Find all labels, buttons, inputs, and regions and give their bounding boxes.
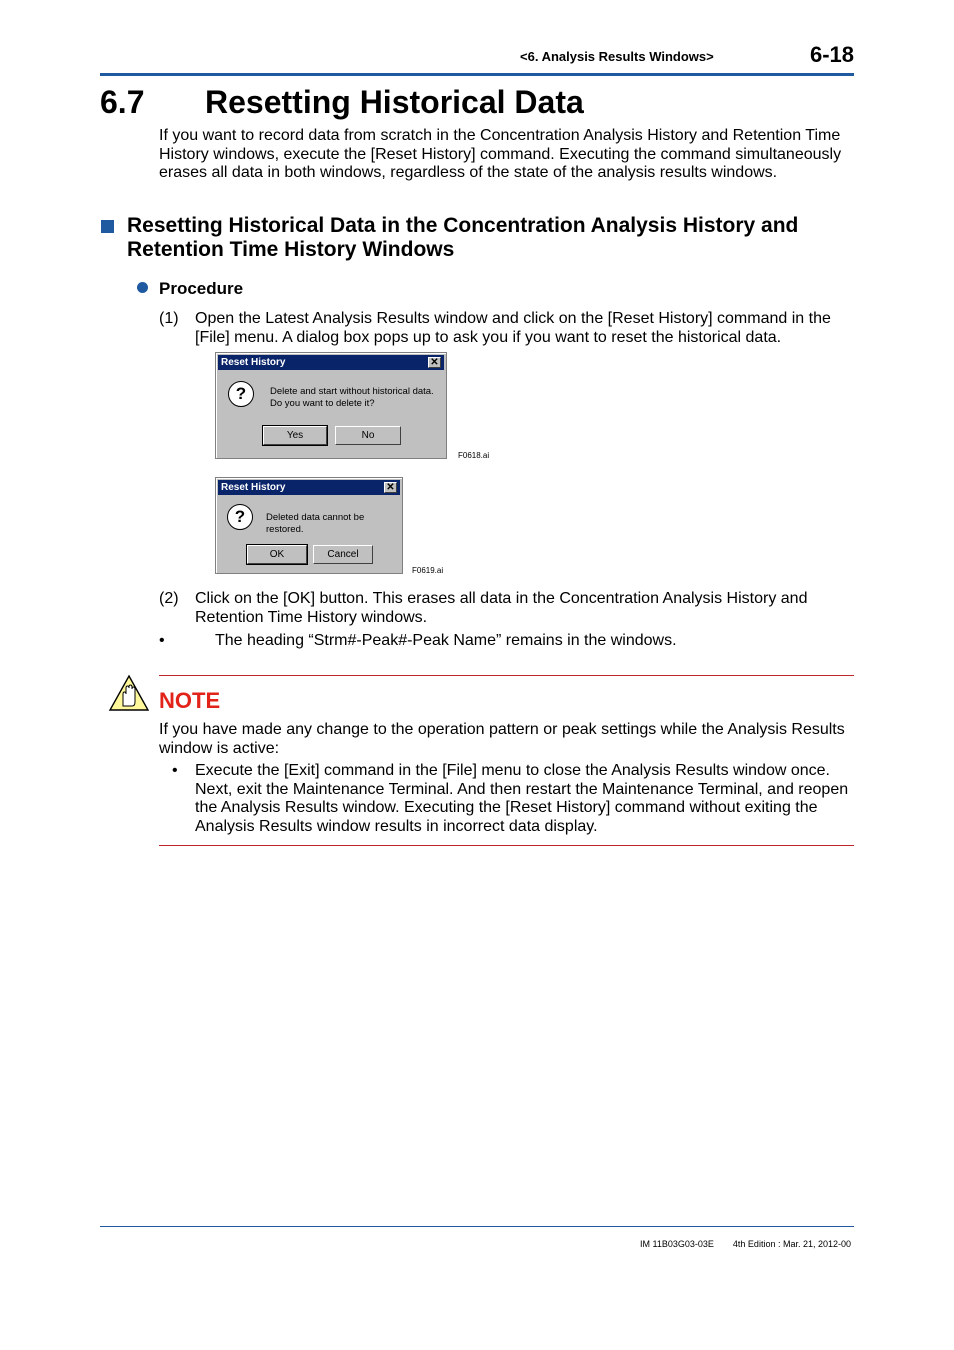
section-number: 6.7 bbox=[100, 84, 145, 120]
ok-button[interactable]: OK bbox=[247, 545, 307, 564]
dialog-titlebar bbox=[218, 355, 444, 370]
page-number: 6-18 bbox=[810, 42, 855, 67]
square-bullet-icon bbox=[101, 220, 114, 233]
intro-paragraph: If you want to record data from scratch in the Concentration Analysis History and Retention Time History windows, execute the [Reset History] command. Executing the command simultaneously erases all data in both windows, regardless of the state of the analysis results windows. bbox=[159, 127, 842, 181]
no-button[interactable]: No bbox=[335, 426, 401, 445]
subsection-title: Resetting Historical Data in the Concentration Analysis History and Retention Time History Windows bbox=[127, 214, 799, 261]
circle-bullet-icon bbox=[137, 282, 148, 293]
step-text: Open the Latest Analysis Results window and click on the [Reset History] command in the [File] menu. A dialog box pops up to ask you if you want to reset the historical data. bbox=[195, 310, 831, 346]
header-rule bbox=[100, 73, 854, 76]
dialog-title: Reset History bbox=[221, 357, 286, 368]
dialog-message: Deleted data cannot be restored. bbox=[266, 512, 365, 535]
note-bottom-rule bbox=[159, 845, 854, 846]
figure-label: F0618.ai bbox=[458, 451, 490, 460]
edition-info: 4th Edition : Mar. 21, 2012-00 bbox=[732, 1239, 851, 1249]
footer-text bbox=[640, 1239, 851, 1249]
bullet-text: The heading “Strm#-Peak#-Peak Name” remains in the windows. bbox=[215, 632, 677, 649]
bullet-mark: • bbox=[172, 762, 178, 779]
cancel-button[interactable]: Cancel bbox=[313, 545, 373, 564]
hand-warning-icon bbox=[108, 674, 150, 712]
figure-label: F0619.ai bbox=[412, 566, 444, 575]
dialog-message-line: Delete and start without historical data. bbox=[270, 386, 434, 397]
section-title: Resetting Historical Data bbox=[205, 84, 584, 120]
reset-history-confirm-dialog bbox=[215, 352, 447, 459]
yes-button[interactable]: Yes bbox=[263, 426, 327, 445]
question-icon: ? bbox=[227, 504, 253, 530]
bullet-mark: • bbox=[159, 632, 165, 649]
step-number: (2) bbox=[159, 590, 179, 607]
reset-history-info-dialog bbox=[215, 477, 403, 574]
note-bullet-text: Execute the [Exit] command in the [File] menu to close the Analysis Results window once. Next, exit the Maintenance Terminal. And then restart the Maintenance Terminal, and reopen the Analysis Results window. Executing the [Reset History] command without exiting the Analysis Results window results in incorrect data display. bbox=[195, 762, 849, 835]
close-icon[interactable]: ✕ bbox=[384, 482, 397, 493]
note-heading: NOTE bbox=[159, 688, 221, 713]
close-icon[interactable]: ✕ bbox=[428, 357, 441, 368]
note-paragraph: If you have made any change to the operation pattern or peak settings while the Analysis Results window is active: bbox=[159, 721, 845, 757]
document-id: IM 11B03G03-03E bbox=[640, 1239, 714, 1249]
dialog-message bbox=[270, 386, 434, 410]
procedure-heading: Procedure bbox=[159, 279, 244, 298]
step-text: Click on the [OK] button. This erases all data in the Concentration Analysis History and Retention Time History windows. bbox=[195, 590, 808, 626]
dialog-message-line: Do you want to delete it? bbox=[270, 398, 375, 409]
step-number: (1) bbox=[159, 310, 179, 327]
running-header-section: <6. Analysis Results Windows> bbox=[520, 49, 714, 64]
dialog-title: Reset History bbox=[221, 482, 286, 493]
question-icon: ? bbox=[228, 381, 254, 407]
note-top-rule bbox=[159, 675, 854, 676]
dialog-titlebar bbox=[218, 480, 400, 495]
footer-rule bbox=[100, 1226, 854, 1227]
